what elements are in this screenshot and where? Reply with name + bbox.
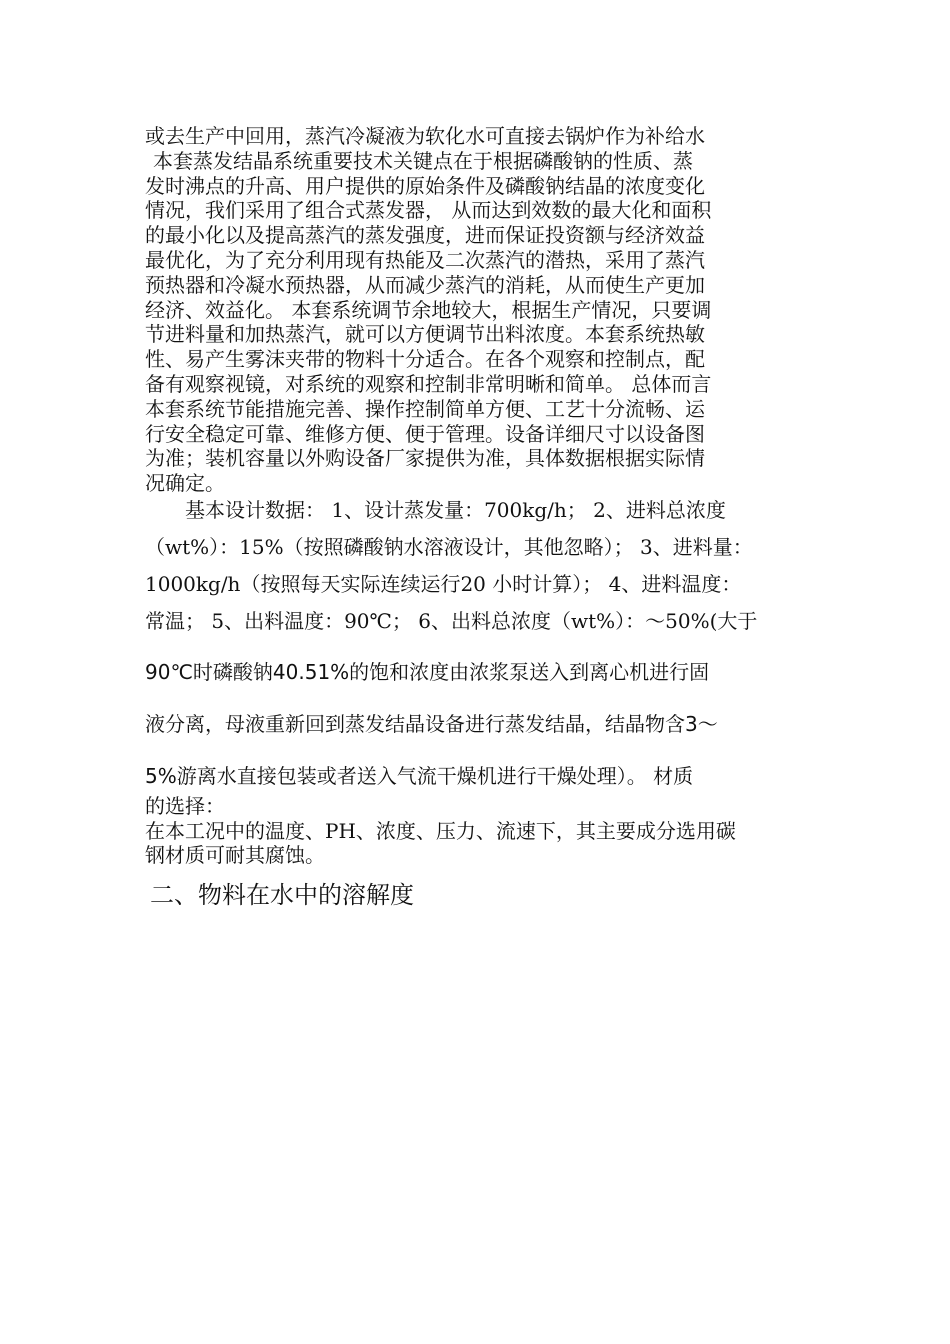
text-line: 5%游离水直接包装或者送入气流干燥机进行干燥处理）。 材质: [145, 764, 694, 788]
text-line: 预热器和冷凝水预热器，从而减少蒸汽的消耗，从而使生产更加: [145, 272, 705, 297]
text-line: 基本设计数据： 1、设计蒸发量：700kg/h； 2、进料总浓度: [145, 498, 726, 522]
text-line: 行安全稳定可靠、维修方便、便于管理。设备详细尺寸以设备图: [145, 421, 705, 446]
text-line: 本套蒸发结晶系统重要技术关键点在于根据磷酸钠的性质、蒸: [153, 148, 693, 173]
body-paragraph-evaporation-system: [145, 124, 810, 496]
text-line: 的选择：: [145, 794, 225, 818]
text-line: 最优化，为了充分利用现有热能及二次蒸汽的潜热，采用了蒸汽: [145, 247, 705, 272]
text-line: 的最小化以及提高蒸汽的蒸发强度，进而保证投资额与经济效益: [145, 223, 705, 248]
text-line: 90℃时磷酸钠40.51%的饱和浓度由浓浆泵送入到离心机进行固: [145, 660, 710, 684]
text-line: 常温； 5、出料温度：90℃； 6、出料总浓度（wt%）：～50%(大于: [145, 609, 758, 633]
text-line: 况确定。: [145, 471, 225, 496]
text-line: 节进料量和加热蒸汽，就可以方便调节出料浓度。本套系统热敏: [145, 322, 705, 347]
text-line: 备有观察视镜，对系统的观察和控制非常明晰和简单。 总体而言: [145, 371, 712, 396]
body-paragraph-material-selection: [145, 794, 810, 868]
text-line: 性、易产生雾沫夹带的物料十分适合。在各个观察和控制点，配: [145, 347, 705, 372]
text-line: （wt%）：15%（按照磷酸钠水溶液设计，其他忽略）； 3、进料量：: [145, 535, 753, 559]
body-paragraph-design-data: [145, 492, 810, 640]
text-line: 钢材质可耐其腐蚀。: [145, 843, 325, 867]
text-line: 1000kg/h（按照每天实际连续运行20 小时计算）； 4、进料温度：: [145, 572, 742, 596]
text-line: 液分离，母液重新回到蒸发结晶设备进行蒸发结晶，结晶物含3～: [145, 712, 718, 736]
section-heading: 二、物料在水中的溶解度: [150, 881, 414, 909]
text-line: 在本工况中的温度、PH、浓度、压力、流速下，其主要成分选用碳: [145, 818, 736, 843]
body-paragraph-saturation-note: [145, 646, 810, 802]
text-line: 为准；装机容量以外购设备厂家提供为准，具体数据根据实际情: [145, 446, 705, 471]
text-line: 或去生产中回用，蒸汽冷凝液为软化水可直接去锅炉作为补给水: [145, 124, 705, 148]
text-line: 本套系统节能措施完善、操作控制简单方便、工艺十分流畅、运: [145, 396, 705, 421]
text-line: 经济、效益化。 本套系统调节余地较大，根据生产情况，只要调: [145, 297, 712, 322]
text-line: 发时沸点的升高、用户提供的原始条件及磷酸钠结晶的浓度变化: [145, 173, 705, 198]
text-line: 情况，我们采用了组合式蒸发器， 从而达到效数的最大化和面积: [145, 198, 712, 223]
